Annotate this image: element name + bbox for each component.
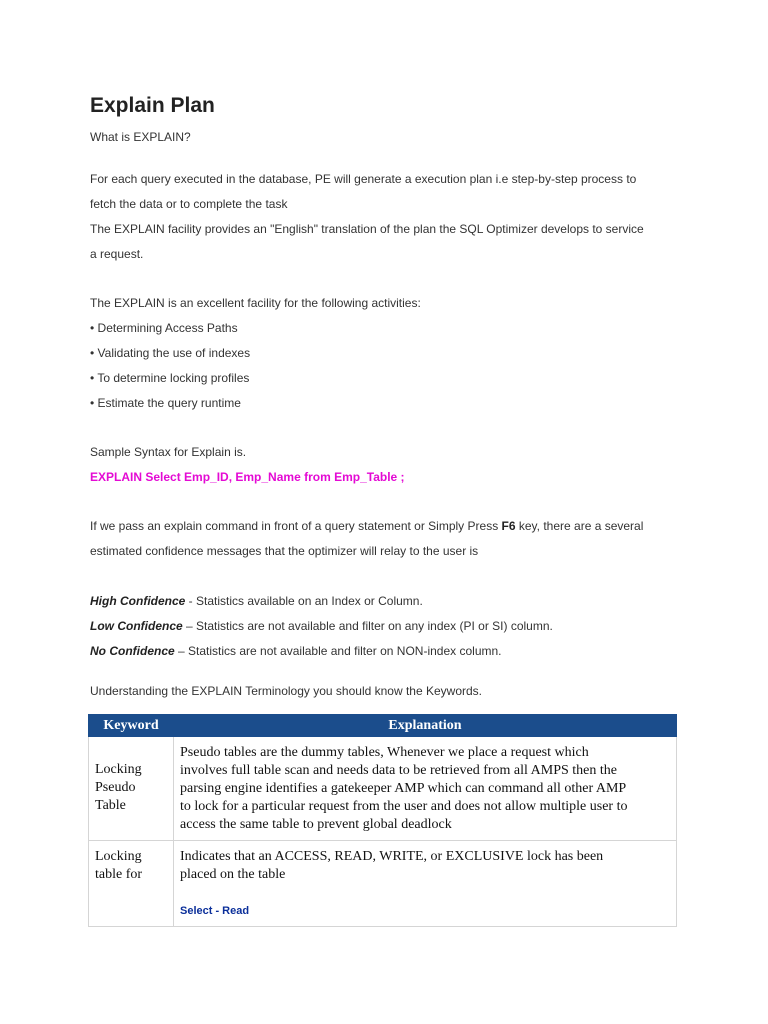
bullet-item: • Validating the use of indexes bbox=[90, 346, 251, 360]
keyword-table bbox=[88, 714, 677, 927]
keyword-line: Table bbox=[95, 798, 126, 813]
keyword-cell bbox=[89, 841, 174, 927]
pass-line2: estimated confidence messages that the optimizer will relay to the user is bbox=[90, 544, 479, 558]
keyword-line: Pseudo bbox=[95, 780, 136, 795]
explanation-line: involves full table scan and needs data to be retrieved from all AMPS then the bbox=[180, 763, 617, 778]
keyword-line: Locking bbox=[95, 849, 142, 864]
terminology-intro: Understanding the EXPLAIN Terminology you should know the Keywords. bbox=[90, 684, 482, 698]
table-row bbox=[89, 737, 677, 841]
explanation-line: Pseudo tables are the dummy tables, Whenever we place a request which bbox=[180, 745, 589, 760]
keyword-line: table for bbox=[95, 867, 143, 882]
f6-key-text: F6 bbox=[501, 519, 516, 533]
pass-line1-start: If we pass an explain command in front of a query statement or Simply Press bbox=[90, 519, 502, 533]
confidence-label: High Confidence bbox=[90, 594, 186, 608]
explanation-cell bbox=[174, 841, 677, 927]
explanation-line: placed on the table bbox=[180, 867, 286, 882]
para1-line2: fetch the data or to complete the task bbox=[90, 197, 288, 211]
confidence-label: Low Confidence bbox=[90, 619, 183, 633]
confidence-low bbox=[90, 618, 553, 634]
lock-note: Select - Read bbox=[180, 905, 250, 917]
header-explanation: Explanation bbox=[174, 715, 677, 737]
explanation-line: parsing engine identifies a gatekeeper AMP which can command all other AMP bbox=[180, 781, 627, 796]
confidence-high bbox=[90, 593, 423, 609]
confidence-text: – Statistics are not available and filter on NON-index column. bbox=[174, 644, 502, 658]
table-row bbox=[89, 841, 677, 927]
explanation-line: to lock for a particular request from the user and does not allow multiple user to bbox=[180, 799, 628, 814]
bullet-item: • Estimate the query runtime bbox=[90, 396, 241, 410]
confidence-label: No Confidence bbox=[90, 644, 175, 658]
page-title: Explain Plan bbox=[90, 94, 215, 117]
confidence-none bbox=[90, 643, 502, 659]
explanation-line: access the same table to prevent global deadlock bbox=[180, 817, 452, 832]
pass-line1 bbox=[90, 518, 643, 534]
pass-line1-end: key, there are a several bbox=[515, 519, 644, 533]
bullet-item: • To determine locking profiles bbox=[90, 371, 250, 385]
para1-line1: For each query executed in the database, PE will generate a execution plan i.e step-by-step process to bbox=[90, 172, 637, 186]
keyword-line: Locking bbox=[95, 762, 142, 777]
activities-intro: The EXPLAIN is an excellent facility for the following activities: bbox=[90, 296, 421, 310]
question-text: What is EXPLAIN? bbox=[90, 130, 191, 144]
explanation-cell bbox=[174, 737, 677, 841]
para2-line1: The EXPLAIN facility provides an "English" translation of the plan the SQL Optimizer develops to service bbox=[90, 222, 644, 236]
confidence-text: – Statistics are not available and filter on any index (PI or SI) column. bbox=[182, 619, 553, 633]
para2-line2: a request. bbox=[90, 247, 144, 261]
syntax-intro: Sample Syntax for Explain is. bbox=[90, 445, 247, 459]
table-header-row bbox=[89, 715, 677, 737]
syntax-example: EXPLAIN Select Emp_ID, Emp_Name from Emp_Table ; bbox=[90, 470, 405, 484]
keyword-cell bbox=[89, 737, 174, 841]
confidence-text: - Statistics available on an Index or Column. bbox=[185, 594, 423, 608]
bullet-item: • Determining Access Paths bbox=[90, 321, 238, 335]
header-keyword: Keyword bbox=[89, 715, 174, 737]
explanation-line: Indicates that an ACCESS, READ, WRITE, or EXCLUSIVE lock has been bbox=[180, 849, 604, 864]
